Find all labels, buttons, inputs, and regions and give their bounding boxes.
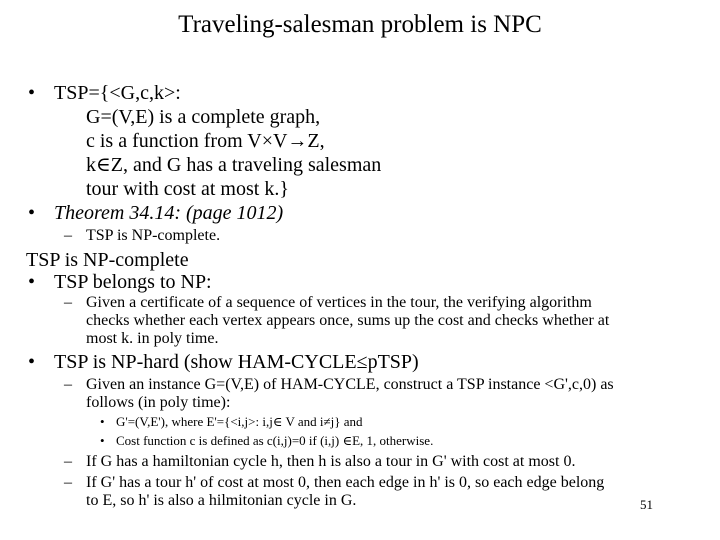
text-line-20: to E, so h' is also a hilmitonian cycle in G. (86, 492, 357, 509)
sub-bullet-dash-2: – (64, 294, 72, 311)
sub-bullet-dash-1: – (64, 227, 72, 244)
text-line-14: Given an instance G=(V,E) of HAM-CYCLE, construct a TSP instance <G',c,0) as (86, 376, 614, 393)
text-line-6: Theorem 34.14: (page 1012) (54, 202, 284, 224)
text-line-15: follows (in poly time): (86, 394, 231, 411)
bullet-dot-3: • (28, 271, 36, 293)
sub-bullet-dash-3: – (64, 376, 72, 393)
sub-bullet-dash-5: – (64, 474, 72, 491)
text-line-2: G=(V,E) is a complete graph, (86, 106, 321, 128)
text-line-5: tour with cost at most k.} (86, 178, 289, 200)
text-line-13: TSP is NP-hard (show HAM-CYCLE≤pTSP) (54, 351, 419, 373)
slide-title: Traveling-salesman problem is NPC (178, 11, 542, 38)
text-line-4: k∈Z, and G has a traveling salesman (86, 154, 382, 176)
sub-sub-bullet-dot-2: • (100, 433, 105, 448)
page-number: 51 (640, 497, 653, 512)
section-heading: TSP is NP-complete (26, 249, 189, 271)
text-line-12: most k. in poly time. (86, 330, 219, 347)
text-line-1: TSP={<G,c,k>: (54, 82, 181, 104)
text-line-16: G'=(V,E'), where E'={<i,j>: i,j∈ V and i≠j} and (116, 414, 363, 429)
sub-bullet-dash-4: – (64, 453, 72, 470)
text-line-9: TSP belongs to NP: (54, 271, 212, 293)
text-line-17: Cost function c is defined as c(i,j)=0 if (i,j) ∈E, 1, otherwise. (116, 433, 434, 448)
bullet-dot-4: • (28, 351, 36, 373)
text-line-7: TSP is NP-complete. (86, 227, 221, 244)
bullet-dot-2: • (28, 202, 36, 224)
text-line-18: If G has a hamiltonian cycle h, then h is also a tour in G' with cost at most 0. (86, 453, 576, 470)
sub-sub-bullet-dot-1: • (100, 414, 105, 429)
bullet-dot-1: • (28, 82, 36, 104)
text-line-19: If G' has a tour h' of cost at most 0, then each edge in h' is 0, so each edge belong (86, 474, 605, 491)
text-line-10: Given a certificate of a sequence of vertices in the tour, the verifying algorithm (86, 294, 592, 311)
text-line-11: checks whether each vertex appears once, sums up the cost and checks whether at (86, 312, 610, 329)
text-line-3: c is a function from V×V→Z, (86, 130, 325, 152)
